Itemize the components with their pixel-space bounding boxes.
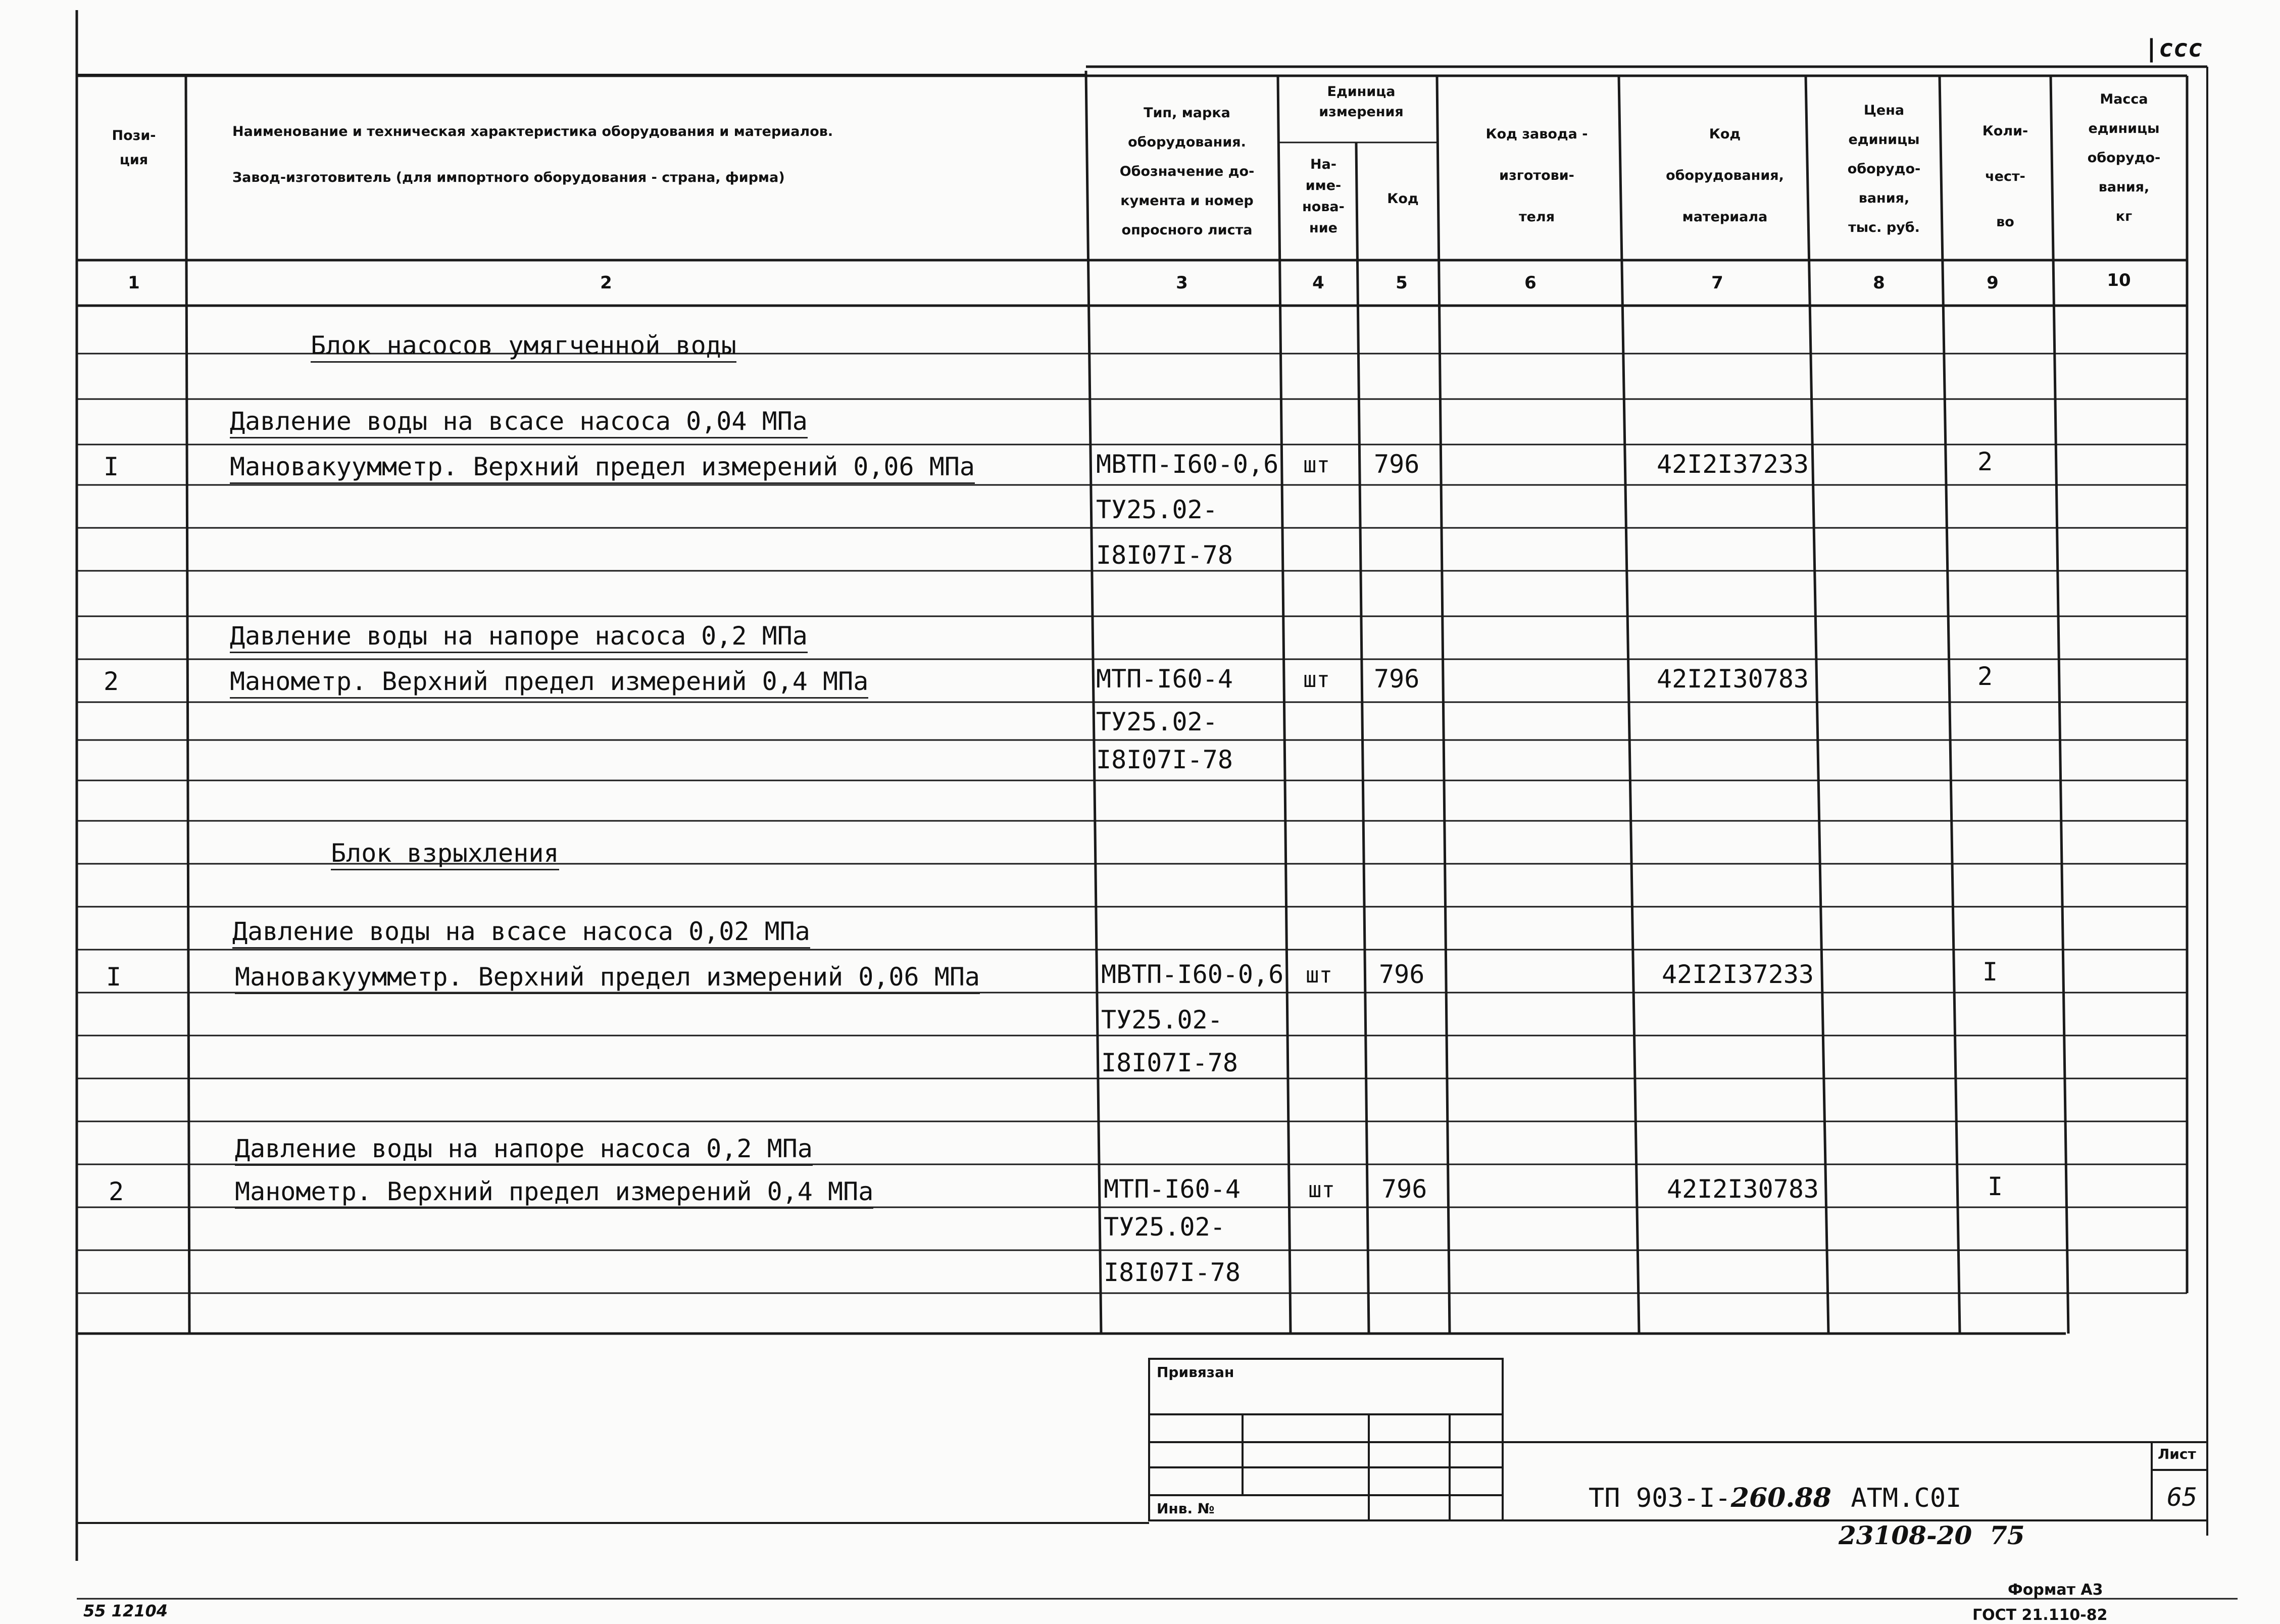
colnum-7: 7	[1711, 273, 1723, 293]
item-doc-line2: I8I07I-78	[1104, 1258, 1241, 1287]
subsection-title: Давление воды на всасе насоса 0,02 МПа	[232, 917, 810, 949]
unit-name: шт	[1308, 1177, 1335, 1203]
subsection-title: Давление воды на напоре насоса 0,2 МПа	[230, 621, 808, 653]
section-title: Блок насосов умягченной воды	[311, 331, 736, 363]
item-doc-line1: ТУ25.02-	[1104, 1212, 1225, 1242]
sheet-number: 65	[2167, 1483, 2198, 1512]
colnum-5: 5	[1396, 273, 1408, 293]
item-type: МТП-I60-4	[1096, 664, 1233, 694]
item-doc-line2: I8I07I-78	[1101, 1048, 1238, 1077]
colnum-10: 10	[2107, 270, 2131, 290]
quantity: I	[1982, 957, 1998, 987]
footer-gost: ГОСТ 21.110-82	[1972, 1606, 2108, 1624]
colnum-3: 3	[1176, 273, 1188, 293]
designation-prefix: ТП 903-I-	[1589, 1483, 1731, 1513]
material-code: 42I2I30783	[1657, 664, 1809, 694]
header-col1: Пози- ция	[112, 128, 156, 168]
footer-left-code: 55 12104	[83, 1601, 168, 1620]
item-doc-line1: ТУ25.02-	[1096, 495, 1218, 524]
footer-format: Формат А3	[2008, 1581, 2103, 1599]
designation-handwritten: 260.88	[1730, 1483, 1831, 1513]
header-col8: Цена единицы оборудо- вания, тыс. руб.	[1847, 103, 1921, 235]
header-col6: Код завода - изготови- теля	[1485, 126, 1588, 225]
designation-suffix: АТМ.С0I	[1851, 1483, 1962, 1513]
item-doc-line2: I8I07I-78	[1096, 540, 1233, 570]
item-type: МТП-I60-4	[1104, 1174, 1241, 1204]
colnum-8: 8	[1873, 273, 1885, 293]
item-type: МВТП-I60-0,6	[1096, 450, 1279, 479]
quantity: 2	[1977, 447, 1993, 476]
header-col5: Код	[1387, 191, 1419, 207]
header-col9: Коли- чест- во	[1982, 123, 2028, 230]
header-unit-group: Единица измерения	[1319, 84, 1404, 120]
position: 2	[109, 1177, 124, 1206]
unit-name: шт	[1303, 452, 1330, 478]
colnum-9: 9	[1987, 273, 1999, 293]
subsection-title: Давление воды на напоре насоса 0,2 МПа	[235, 1134, 813, 1166]
section-title: Блок взрыхления	[331, 839, 559, 870]
unit-code: 796	[1379, 960, 1425, 989]
colnum-6: 6	[1524, 273, 1536, 293]
material-code: 42I2I37233	[1662, 960, 1814, 989]
colnum-4: 4	[1312, 273, 1324, 293]
privyazan-label: Привязан	[1157, 1364, 1234, 1381]
item-name: Мановакуумметр. Верхний предел измерений 0,06 МПа	[235, 962, 980, 994]
inventory-number-label: Инв. №	[1157, 1500, 1215, 1517]
material-code: 42I2I30783	[1667, 1174, 1819, 1204]
position: I	[106, 962, 122, 992]
unit-code: 796	[1374, 664, 1420, 694]
top-right-mark: |ссс	[2144, 34, 2203, 63]
item-type: МВТП-I60-0,6	[1101, 960, 1284, 989]
unit-name: шт	[1303, 667, 1330, 693]
header-col2: Наименование и техническая характеристика оборудования и материалов. Завод-изготовитель (для импортного оборудования - страна, фирма)	[232, 124, 833, 185]
item-doc-line1: ТУ25.02-	[1096, 707, 1218, 736]
unit-code: 796	[1374, 450, 1420, 479]
position: I	[104, 452, 119, 481]
archive-number: 23108-20 75	[1839, 1520, 2025, 1550]
quantity: 2	[1977, 662, 1993, 691]
item-name: Мановакуумметр. Верхний предел измерений 0,06 МПа	[230, 452, 975, 484]
item-name: Манометр. Верхний предел измерений 0,4 МПа	[235, 1177, 873, 1209]
document-designation	[1589, 1483, 1961, 1513]
header-col10: Масса единицы оборудо- вания, кг	[2087, 91, 2161, 224]
item-doc-line2: I8I07I-78	[1096, 745, 1233, 774]
colnum-1: 1	[128, 273, 140, 293]
header-col7: Код оборудования, материала	[1666, 126, 1784, 225]
unit-code: 796	[1381, 1174, 1427, 1204]
sheet-label: Лист	[2158, 1446, 2196, 1462]
quantity: I	[1988, 1172, 2003, 1201]
header-col4: На- име- нова- ние	[1302, 157, 1345, 236]
unit-name: шт	[1306, 962, 1332, 988]
subsection-title: Давление воды на всасе насоса 0,04 МПа	[230, 407, 808, 438]
item-name: Манометр. Верхний предел измерений 0,4 МПа	[230, 667, 868, 699]
position: 2	[104, 667, 119, 696]
header-col3: Тип, марка оборудования. Обозначение до- кумента и номер опросного листа	[1119, 105, 1255, 238]
item-doc-line1: ТУ25.02-	[1101, 1005, 1223, 1035]
material-code: 42I2I37233	[1657, 450, 1809, 479]
colnum-2: 2	[600, 273, 612, 293]
